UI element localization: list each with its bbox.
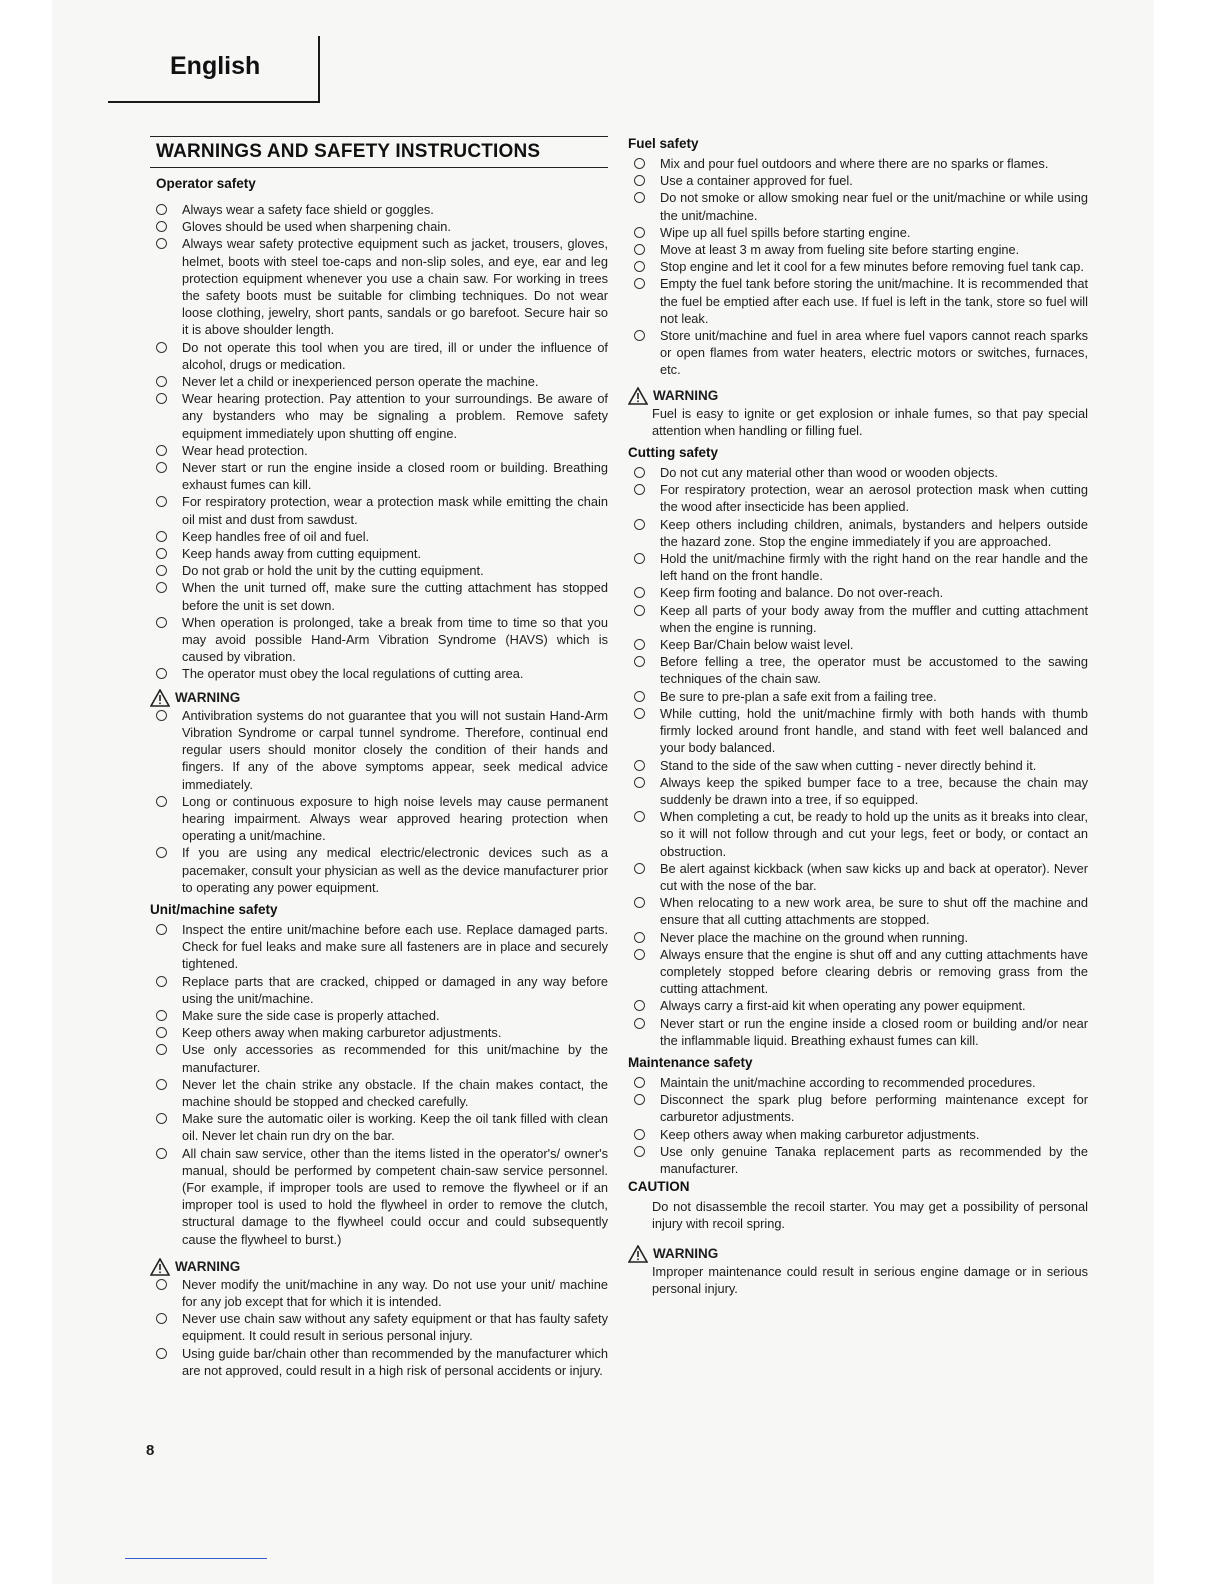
list-item [150,973,608,1007]
circle-bullet-icon [634,1018,645,1029]
circle-bullet-icon [634,605,645,616]
circle-bullet-icon [634,1000,645,1011]
list-item [150,459,608,493]
list-item [150,201,608,218]
maintenance-safety-list [628,1074,1088,1177]
list-item-text: Never use chain saw without any safety equipment or that has faulty safety equipment. It could result in serious personal injury. [182,1311,608,1344]
list-item [628,894,1088,928]
list-item [628,224,1088,241]
list-item [150,442,608,459]
list-item [628,653,1088,687]
list-item [628,808,1088,860]
warning-list-1 [150,707,608,896]
list-item-text: Always ensure that the engine is shut off and any cutting attachments have completely stopped before clearing debris or removing grass from the cutting attachment. [660,946,1088,997]
list-item [628,636,1088,653]
list-item-text: Gloves should be used when sharpening chain. [182,219,451,235]
list-item-text: Always wear safety protective equipment such as jacket, trousers, gloves, helmet, boots with steel toe-caps and non-slip soles, and eye, ear and leg protection equipment whenever you use a chain saw. For working in trees the safety boots must be suitable for climbing techniques. Do not wear loose clothing, jewelry, short pants, sandals or go barefoot. Secure hair so it is above shoulder length. [182,236,608,338]
warning-label-1: WARNING [175,690,241,706]
cutting-safety-list [628,464,1088,1049]
list-item-text: Use only accessories as recommended for this unit/machine by the manufacturer. [182,1042,608,1075]
list-item [628,481,1088,515]
list-item [628,1074,1088,1091]
warning-triangle-icon [628,387,648,405]
circle-bullet-icon [156,565,167,576]
list-item-text: Do not grab or hold the unit by the cutting equipment. [182,563,484,579]
footer-rule [125,1558,267,1559]
circle-bullet-icon [634,1077,645,1088]
list-item [150,844,608,896]
circle-bullet-icon [156,1113,167,1124]
list-item-text: Wear hearing protection. Pay attention to your surroundings. Be aware of any bystanders who may be signaling a problem. Remove safety equipment immediately upon shutting off engine. [182,391,608,441]
list-item-text: While cutting, hold the unit/machine firmly with both hands with thumb firmly locked around front handle, and stand with feet well balanced and your body balanced. [660,705,1088,756]
maintenance-warning-text: Improper maintenance could result in serious engine damage or in serious personal injury. [652,1263,1088,1296]
list-item [628,1015,1088,1049]
fuel-safety-list [628,155,1088,379]
list-item-text: When operation is prolonged, take a break from time to time so that you may avoid possible Hand-Arm Vibration Syndrome (HAVS) which is caused by vibration. [182,614,608,665]
circle-bullet-icon [156,617,167,628]
circle-bullet-icon [156,1148,167,1159]
list-item [150,1041,608,1075]
list-item-text: Move at least 3 m away from fueling site before starting engine. [660,242,1020,258]
circle-bullet-icon [634,932,645,943]
list-item-text: Inspect the entire unit/machine before each use. Replace damaged parts. Check for fuel leaks and make sure all fasteners are in place and securely tightened. [182,921,608,972]
list-item-text: All chain saw service, other than the items listed in the operator's/ owner's manual, should be performed by competent chain-saw service personnel. (For example, if improper tools are used to remove the flywheel or if an improper tool is used to hold the flywheel in order to remove the clutch, structural damage to the flywheel could occur and could subsequently cause the flywheel to burst.) [182,1145,608,1247]
list-item [150,793,608,845]
circle-bullet-icon [634,708,645,719]
list-item-text: Do not operate this tool when you are tired, ill or under the influence of alcohol, drugs or medication. [182,339,608,372]
circle-bullet-icon [634,158,645,169]
circle-bullet-icon [634,1146,645,1157]
list-item [150,1310,608,1344]
circle-bullet-icon [156,496,167,507]
list-item [150,339,608,373]
operator-safety-title: Operator safety [156,176,256,191]
list-item [150,373,608,390]
circle-bullet-icon [634,227,645,238]
warning-label-3: WARNING [653,388,719,404]
list-item-text: Use a container approved for fuel. [660,173,853,189]
list-item-text: Using guide bar/chain other than recommended by the manufacturer which are not approved, could result in a high risk of personal accidents or injury. [182,1345,608,1378]
circle-bullet-icon [634,777,645,788]
list-item-text: For respiratory protection, wear an aerosol protection mask when cutting the wood after insecticide has been applied. [660,482,1088,515]
circle-bullet-icon [634,949,645,960]
list-item-text: Replace parts that are cracked, chipped or damaged in any way before using the unit/machine. [182,973,608,1006]
list-item-text: Keep handles free of oil and fuel. [182,528,370,544]
list-item-text: Long or continuous exposure to high noise levels may cause permanent hearing impairment. Always wear approved hearing protection when operating a unit/machine. [182,793,608,844]
circle-bullet-icon [156,238,167,249]
circle-bullet-icon [634,553,645,564]
circle-bullet-icon [156,393,167,404]
list-item [150,493,608,527]
list-item-text: Wipe up all fuel spills before starting engine. [660,224,911,240]
list-item [628,774,1088,808]
list-item [150,545,608,562]
list-item [628,929,1088,946]
warning-label-4: WARNING [653,1246,719,1262]
list-item-text: When relocating to a new work area, be sure to shut off the machine and ensure that all cutting attachments are stopped. [660,895,1088,928]
list-item-text: Never start or run the engine inside a closed room or building. Breathing exhaust fumes can kill. [182,460,608,493]
warning-heading-4 [628,1245,1088,1263]
fuel-warning-text: Fuel is easy to ignite or get explosion or inhale fumes, so that pay special attention when handling or filling fuel. [652,405,1088,438]
circle-bullet-icon [156,376,167,387]
circle-bullet-icon [634,278,645,289]
list-item-text: Keep others away when making carburetor adjustments. [182,1025,502,1041]
list-item [628,464,1088,481]
language-tab [108,36,320,103]
fuel-safety-title: Fuel safety [628,136,699,151]
list-item [628,172,1088,189]
list-item-text: Never let the chain strike any obstacle. If the chain makes contact, the machine should be stopped and checked carefully. [182,1076,608,1109]
warning-triangle-icon [628,1245,648,1263]
list-item-text: Never place the machine on the ground when running. [660,929,969,945]
list-item [628,189,1088,223]
list-item-text: Make sure the automatic oiler is working. Keep the oil tank filled with clean oil. Never let chain run dry on the bar. [182,1111,608,1144]
circle-bullet-icon [156,976,167,987]
list-item [628,997,1088,1014]
circle-bullet-icon [634,330,645,341]
unit-safety-list [150,921,608,1248]
list-item-text: Maintain the unit/machine according to recommended procedures. [660,1074,1036,1090]
list-item-text: Wear head protection. [182,442,308,458]
list-item-text: Never start or run the engine inside a closed room or building and/or near the inflammable liquid. Breathing exhaust fumes can kill. [660,1015,1088,1048]
circle-bullet-icon [156,668,167,679]
list-item [628,550,1088,584]
list-item [150,528,608,545]
list-item-text: Empty the fuel tank before storing the unit/machine. It is recommended that the fuel be emptied after each use. If fuel is left in the tank, store so fuel will not leak. [660,276,1088,326]
circle-bullet-icon [156,548,167,559]
list-item-text: For respiratory protection, wear a protection mask while emitting the chain oil mist and dust from sawdust. [182,494,608,527]
circle-bullet-icon [156,221,167,232]
list-item [150,1076,608,1110]
circle-bullet-icon [156,1348,167,1359]
list-item-text: Mix and pour fuel outdoors and where there are no sparks or flames. [660,156,1049,171]
list-item-text: If you are using any medical electric/electronic devices such as a pacemaker, consult your physician as well as the device manufacturer prior to operating any power equipment. [182,845,608,895]
warning-label-2: WARNING [175,1259,241,1275]
list-item-text: Hold the unit/machine firmly with the right hand on the rear handle and the left hand on the front handle. [660,551,1088,584]
list-item-text: Keep Bar/Chain below waist level. [660,637,854,653]
circle-bullet-icon [156,1010,167,1021]
list-item [628,516,1088,550]
circle-bullet-icon [634,1094,645,1105]
list-item-text: Keep firm footing and balance. Do not over-reach. [660,585,944,601]
list-item [150,235,608,338]
circle-bullet-icon [634,811,645,822]
list-item [150,1024,608,1041]
list-item [150,562,608,579]
circle-bullet-icon [634,639,645,650]
maintenance-safety-title: Maintenance safety [628,1054,753,1070]
list-item-text: Keep hands away from cutting equipment. [182,546,422,562]
list-item-text: Be sure to pre-plan a safe exit from a failing tree. [660,688,937,704]
page-number: 8 [146,1442,155,1459]
list-item [150,579,608,613]
list-item [150,1276,608,1310]
circle-bullet-icon [634,587,645,598]
list-item [628,155,1088,172]
list-item [150,614,608,666]
operator-safety-list [150,201,608,683]
list-item [628,757,1088,774]
circle-bullet-icon [156,1279,167,1290]
list-item [628,327,1088,379]
circle-bullet-icon [634,1129,645,1140]
left-column [150,136,608,1379]
list-item-text: Do not cut any material other than wood or wooden objects. [660,465,998,481]
list-item-text: Always carry a first-aid kit when operating any power equipment. [660,998,1026,1014]
circle-bullet-icon [156,1044,167,1055]
circle-bullet-icon [156,796,167,807]
circle-bullet-icon [156,342,167,353]
list-item-text: Use only genuine Tanaka replacement parts as recommended by the manufacturer. [660,1143,1088,1176]
circle-bullet-icon [156,204,167,215]
circle-bullet-icon [634,519,645,530]
list-item-text: Keep all parts of your body away from the muffler and cutting attachment when the engine is running. [660,602,1088,635]
list-item-text: Disconnect the spark plug before performing maintenance except for carburetor adjustments. [660,1092,1088,1125]
circle-bullet-icon [156,847,167,858]
circle-bullet-icon [156,462,167,473]
list-item [150,218,608,235]
list-item [150,665,608,682]
circle-bullet-icon [634,175,645,186]
list-item-text: Keep others including children, animals, bystanders and helpers outside the hazard zone. Stop the engine immediately if you are approached. [660,516,1088,549]
list-item-text: Do not smoke or allow smoking near fuel or the unit/machine or while using the unit/machine. [660,190,1088,223]
list-item-text: Store unit/machine and fuel in area where fuel vapors cannot reach sparks or open flames from water heaters, electric motors or switches, furnaces, etc. [660,328,1088,378]
warning-list-2 [150,1276,608,1379]
list-item [150,1145,608,1248]
circle-bullet-icon [634,691,645,702]
warning-heading-1 [150,689,608,707]
list-item-text: Stop engine and let it cool for a few minutes before removing fuel tank cap. [660,259,1084,275]
language-label: English [170,52,261,80]
circle-bullet-icon [634,897,645,908]
circle-bullet-icon [634,656,645,667]
circle-bullet-icon [156,531,167,542]
list-item-text: Stand to the side of the saw when cutting - never directly behind it. [660,757,1037,773]
list-item [628,1143,1088,1177]
circle-bullet-icon [634,467,645,478]
list-item-text: The operator must obey the local regulations of cutting area. [182,666,524,682]
list-item-text: Never let a child or inexperienced person operate the machine. [182,374,539,390]
caution-text: Do not disassemble the recoil starter. You may get a possibility of personal injury with recoil spring. [652,1199,1088,1232]
list-item [628,946,1088,998]
circle-bullet-icon [634,261,645,272]
circle-bullet-icon [156,1027,167,1038]
circle-bullet-icon [156,582,167,593]
circle-bullet-icon [634,244,645,255]
warning-triangle-icon [150,1258,170,1276]
list-item-text: Make sure the side case is properly attached. [182,1007,440,1023]
circle-bullet-icon [156,924,167,935]
list-item-text: Before felling a tree, the operator must be accustomed to the sawing techniques of the chain saw. [660,654,1088,687]
warning-heading-3 [628,387,1088,405]
circle-bullet-icon [634,863,645,874]
circle-bullet-icon [156,445,167,456]
list-item [628,584,1088,601]
list-item-text: When completing a cut, be ready to hold up the units as it breaks into clear, so it will not follow through and cut your legs, feet or body, or contact an obstruction. [660,809,1088,859]
caution-label: CAUTION [628,1179,690,1195]
list-item [628,1126,1088,1143]
list-item-text: When the unit turned off, make sure the cutting attachment has stopped before the unit is set down. [182,580,608,613]
list-item [628,258,1088,275]
list-item [150,1110,608,1144]
list-item-text: Keep others away when making carburetor adjustments. [660,1126,980,1142]
list-item [150,921,608,973]
unit-safety-title: Unit/machine safety [150,901,278,917]
circle-bullet-icon [634,192,645,203]
list-item-text: Antivibration systems do not guarantee that you will not sustain Hand-Arm Vibration Syndrome or carpal tunnel syndrome. Therefore, continual end regular users should monitor closely the condition of their hands and fingers. If any of the above symptoms appear, seek medical advice immediately. [182,707,608,792]
list-item [150,390,608,442]
list-item [150,707,608,793]
list-item-text: Always wear a safety face shield or goggles. [182,202,434,217]
right-column [628,136,1088,1297]
cutting-safety-title: Cutting safety [628,445,719,461]
list-item-text: Always keep the spiked bumper face to a tree, because the chain may suddenly be drawn into a tree, if so equipped. [660,774,1088,807]
circle-bullet-icon [634,760,645,771]
list-item [628,860,1088,894]
circle-bullet-icon [156,1079,167,1090]
list-item-text: Be alert against kickback (when saw kicks up and back at operator). Never cut with the nose of the bar. [660,860,1088,893]
circle-bullet-icon [156,710,167,721]
list-item [628,275,1088,327]
list-item [628,602,1088,636]
warning-heading-2 [150,1258,608,1276]
list-item [150,1007,608,1024]
warning-triangle-icon [150,689,170,707]
list-item-text: Never modify the unit/machine in any way. Do not use your unit/ machine for any job except that for which it is intended. [182,1276,608,1309]
circle-bullet-icon [634,484,645,495]
circle-bullet-icon [156,1313,167,1324]
list-item [628,688,1088,705]
list-item [628,705,1088,757]
list-item [150,1345,608,1379]
list-item [628,241,1088,258]
page-title: WARNINGS AND SAFETY INSTRUCTIONS [150,136,608,168]
list-item [628,1091,1088,1125]
